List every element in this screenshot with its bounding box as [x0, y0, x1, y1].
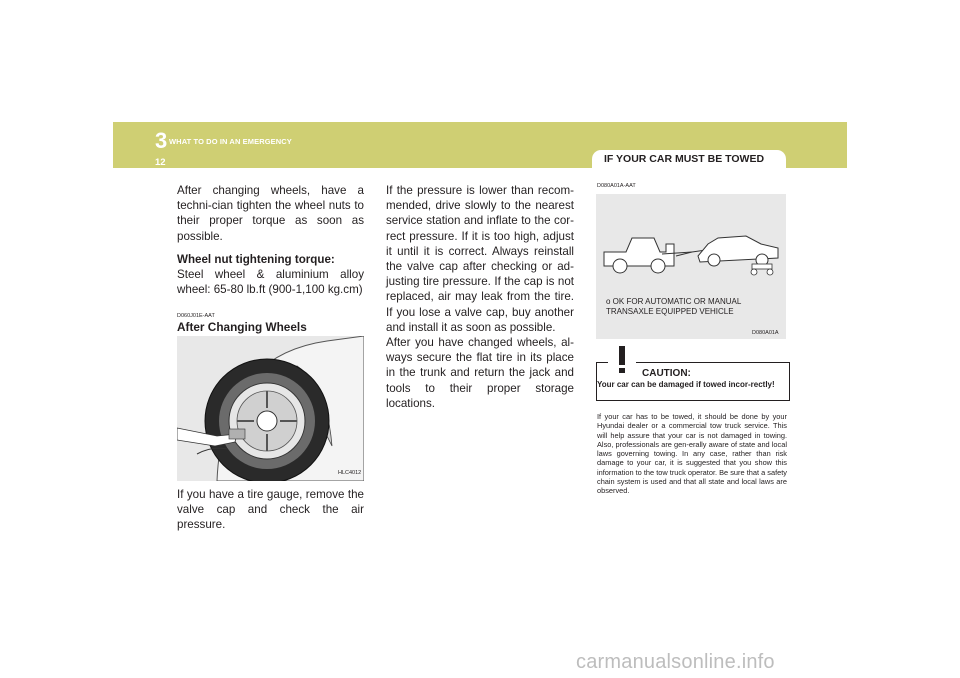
column-2 — [386, 183, 574, 411]
tow-truck-illustration — [596, 194, 786, 339]
wheel-illustration — [177, 336, 364, 481]
torque-value: Steel wheel & aluminium alloy wheel: 65-80 lb.ft (900-1,100 kg.cm) — [177, 268, 364, 297]
towing-figure-note: o OK FOR AUTOMATIC OR MANUAL TRANSAXLE EQUIPPED VEHICLE — [606, 297, 741, 316]
towing-figure — [596, 194, 786, 339]
chapter-number: 3 — [155, 128, 168, 153]
storage-paragraph: After you have changed wheels, al-ways secure the flat tire in its place in the trunk and return the jack and tools to their proper storage locations. — [386, 336, 574, 410]
tire-gauge-figure — [177, 336, 364, 481]
section-code: D060J01E-AAT — [177, 313, 215, 319]
after-figure-text: If you have a tire gauge, remove the valve cap and check the air pressure. — [177, 488, 364, 532]
pressure-paragraph: If the pressure is lower than recom-mended, drive slowly to the nearest service station and inflate to the cor-rect pressure. If it is too high, adjust it until it is correct. Always reinstall the valve cap after checking or ad-justing tire pressure. If the cap is not replaced, air may leak from the tire. If you lose a valve cap, buy another and install it as soon as possible. — [386, 184, 574, 334]
chapter-title: WHAT TO DO IN AN EMERGENCY — [169, 137, 292, 146]
intro-paragraph: After changing wheels, have a techni-cian tighten the wheel nuts to their proper torque as soon as possible. — [177, 184, 364, 243]
towing-body-text: If your car has to be towed, it should be done by your Hyundai dealer or a commercial tow truck service. This will help assure that your car is not damaged in towing. Also, professionals are gen-erally aware of state and local laws governing towing. In any case, rather than risk damage to your car, it is suggested that you show this information to the tow truck operator. Be sure that a safety chain system is used and that all state and local laws are observed. — [597, 412, 787, 496]
section-tab-label: IF YOUR CAR MUST BE TOWED — [604, 153, 765, 165]
warning-icon — [608, 344, 636, 374]
towing-figure-code: D080A01A — [752, 330, 779, 336]
caution-text: Your car can be damaged if towed incor-rectly! — [597, 380, 775, 389]
watermark: carmanualsonline.info — [576, 651, 775, 673]
towing-section-code: D080A01A-AAT — [597, 183, 636, 189]
column-1-top — [177, 183, 364, 297]
section-title: After Changing Wheels — [177, 320, 307, 334]
figure-code: HLC4012 — [338, 470, 362, 476]
caution-title: CAUTION: — [642, 368, 691, 379]
page-number: 12 — [155, 157, 166, 168]
torque-heading: Wheel nut tightening torque: — [177, 252, 335, 266]
